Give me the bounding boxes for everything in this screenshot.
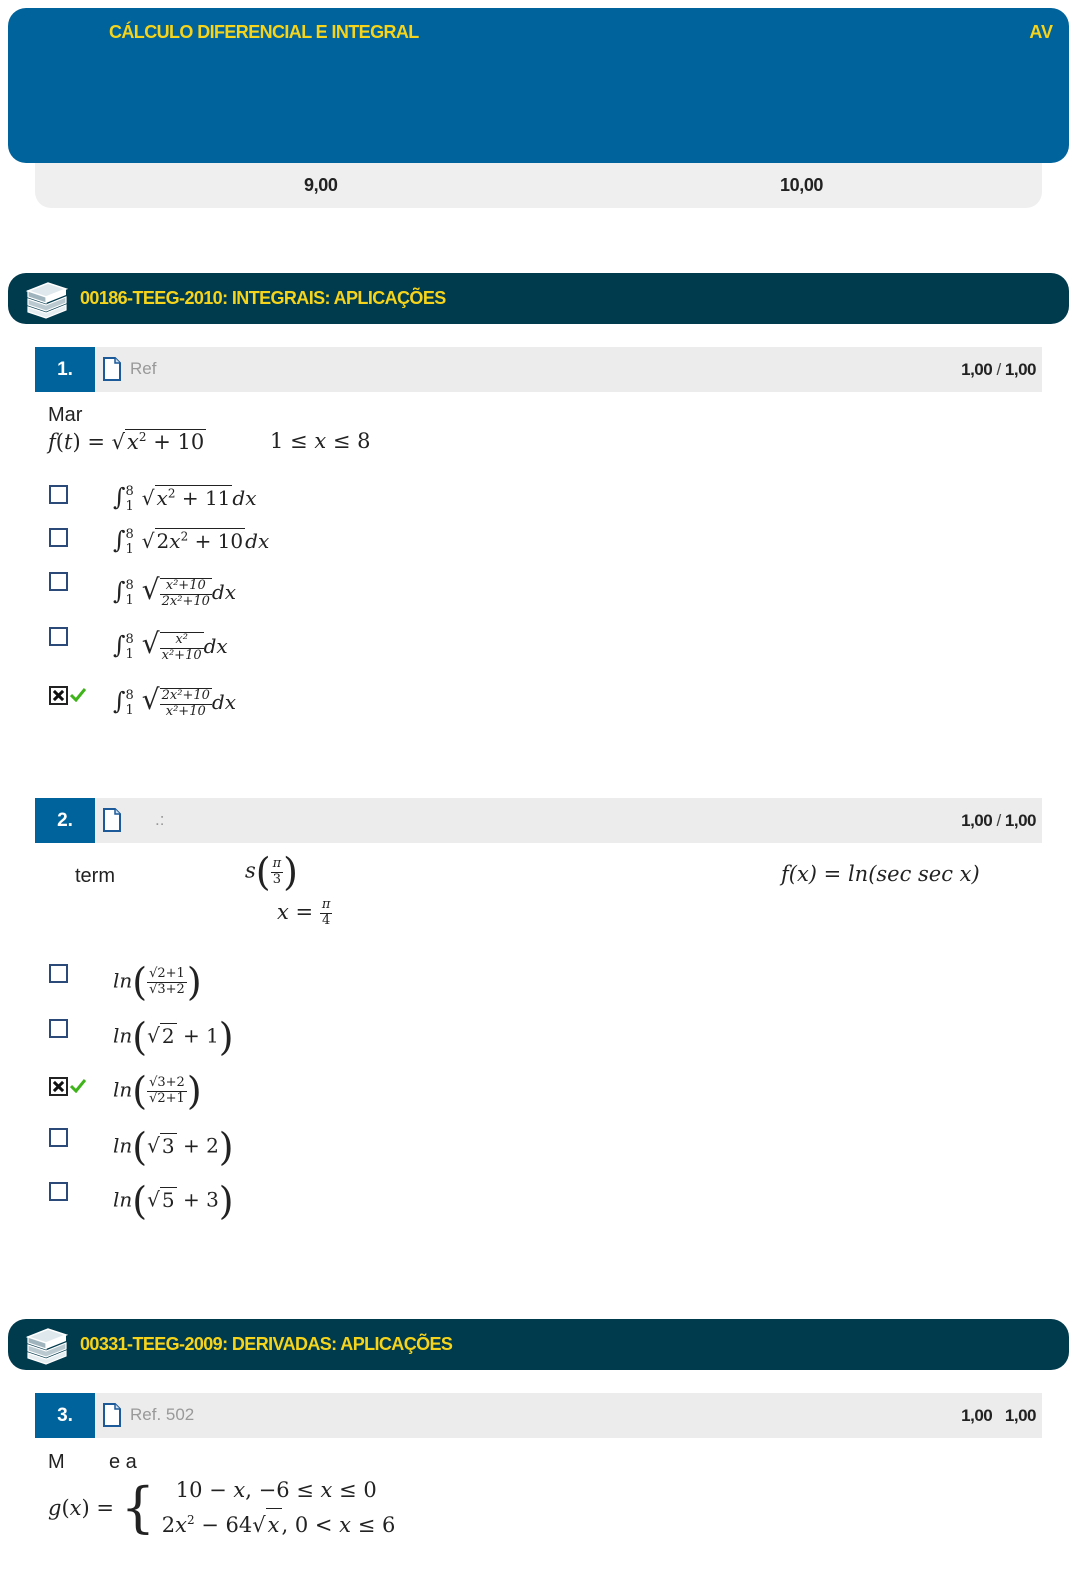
option-checkbox[interactable] xyxy=(49,1182,68,1201)
question-2-bar xyxy=(35,798,1042,843)
option-checkbox-selected[interactable] xyxy=(49,686,68,705)
option-checkbox[interactable] xyxy=(49,485,68,504)
question-stem-text: M xyxy=(48,1451,65,1473)
question-stem-text: Mar xyxy=(48,404,83,426)
section-title: 00331-TEEG-2009: DERIVADAS: APLICAÇÕES xyxy=(80,1334,453,1354)
option-checkbox-selected[interactable] xyxy=(49,1077,68,1096)
document-icon[interactable] xyxy=(102,357,122,381)
check-mark-icon xyxy=(70,688,86,702)
books-icon xyxy=(24,279,70,319)
question-stem-range: 1 ≤ x ≤ 8 xyxy=(270,429,371,453)
question-ref: .: xyxy=(155,810,165,829)
document-icon[interactable] xyxy=(102,1403,122,1427)
question-score: 1,00 1,00 xyxy=(961,1406,1036,1425)
question-stem-piecewise: g(x) = { 10 − x, −6 ≤ x ≤ 0 $2x^2 - 64√x$, 0 < x ≤ 6 xyxy=(48,1474,395,1542)
section-banner-integrais xyxy=(8,273,1069,324)
question-score: 1,00 / 1,00 xyxy=(961,360,1036,379)
option-checkbox[interactable] xyxy=(49,1019,68,1038)
grade-right: 10,00 xyxy=(780,175,824,195)
question-stem-x: x = $\frac{\pi}{4}$ xyxy=(277,897,331,928)
option-d: ∫ 8 1 √ $\frac{\text{x²}}{\text{x²+10}}$ dx xyxy=(113,627,228,663)
option-c: ln( $\frac{√3+2}{√2+1}$ ) xyxy=(113,1069,202,1113)
option-d: ln(√ 3 + 2) xyxy=(113,1125,234,1169)
check-mark-icon xyxy=(70,1079,86,1093)
option-checkbox[interactable] xyxy=(49,528,68,547)
exam-code: AV xyxy=(1029,22,1053,42)
option-checkbox[interactable] xyxy=(49,572,68,591)
option-checkbox[interactable] xyxy=(49,1128,68,1147)
question-score: 1,00 / 1,00 xyxy=(961,811,1036,830)
option-e: ∫ 8 1 √ $\frac{\text{2x²+10}}{\text{x²+10}}$ dx xyxy=(113,683,236,719)
option-a: ∫ 8 1 √ $x^2 + 11$ dx xyxy=(113,483,257,514)
grade-left: 9,00 xyxy=(304,175,338,195)
option-c: ∫ 8 1 √ $\frac{\text{x²+10}}{\text{2x²+10}}$ dx xyxy=(113,573,236,609)
option-checkbox[interactable] xyxy=(49,964,68,983)
grades-bar xyxy=(35,163,1042,208)
option-checkbox[interactable] xyxy=(49,627,68,646)
question-1-bar xyxy=(35,347,1042,392)
option-b: ln(√ 2 + 1) xyxy=(113,1015,234,1059)
question-number: 3. xyxy=(35,1393,95,1438)
option-e: ln(√ 5 + 3) xyxy=(113,1179,234,1223)
question-stem-function: $f(t) = √x^2 + 10$ xyxy=(48,430,205,454)
question-number: 1. xyxy=(35,347,95,392)
question-number: 2. xyxy=(35,798,95,843)
question-stem-point: s( $\frac{\pi}{3}$ ) xyxy=(245,850,298,894)
question-ref: Ref xyxy=(130,359,157,378)
course-header xyxy=(8,8,1069,163)
books-icon xyxy=(24,1325,70,1365)
section-title: 00186-TEEG-2010: INTEGRAIS: APLICAÇÕES xyxy=(80,288,446,308)
question-3-bar xyxy=(35,1393,1042,1438)
course-title: CÁLCULO DIFERENCIAL E INTEGRAL xyxy=(109,22,419,42)
option-a: ln( $\frac{√2+1}{√3+2}$ ) xyxy=(113,960,202,1004)
option-b: ∫ 8 1 √ $2x^2 + 10$ dx xyxy=(113,526,270,557)
question-stem-function: f(x) = ln(sec sec x) xyxy=(781,862,980,886)
question-stem-text-b: e a xyxy=(109,1451,137,1473)
question-ref: Ref. 502 xyxy=(130,1405,195,1424)
section-banner-derivadas xyxy=(8,1319,1069,1370)
document-icon[interactable] xyxy=(102,808,122,832)
question-stem-text: term xyxy=(75,865,115,887)
